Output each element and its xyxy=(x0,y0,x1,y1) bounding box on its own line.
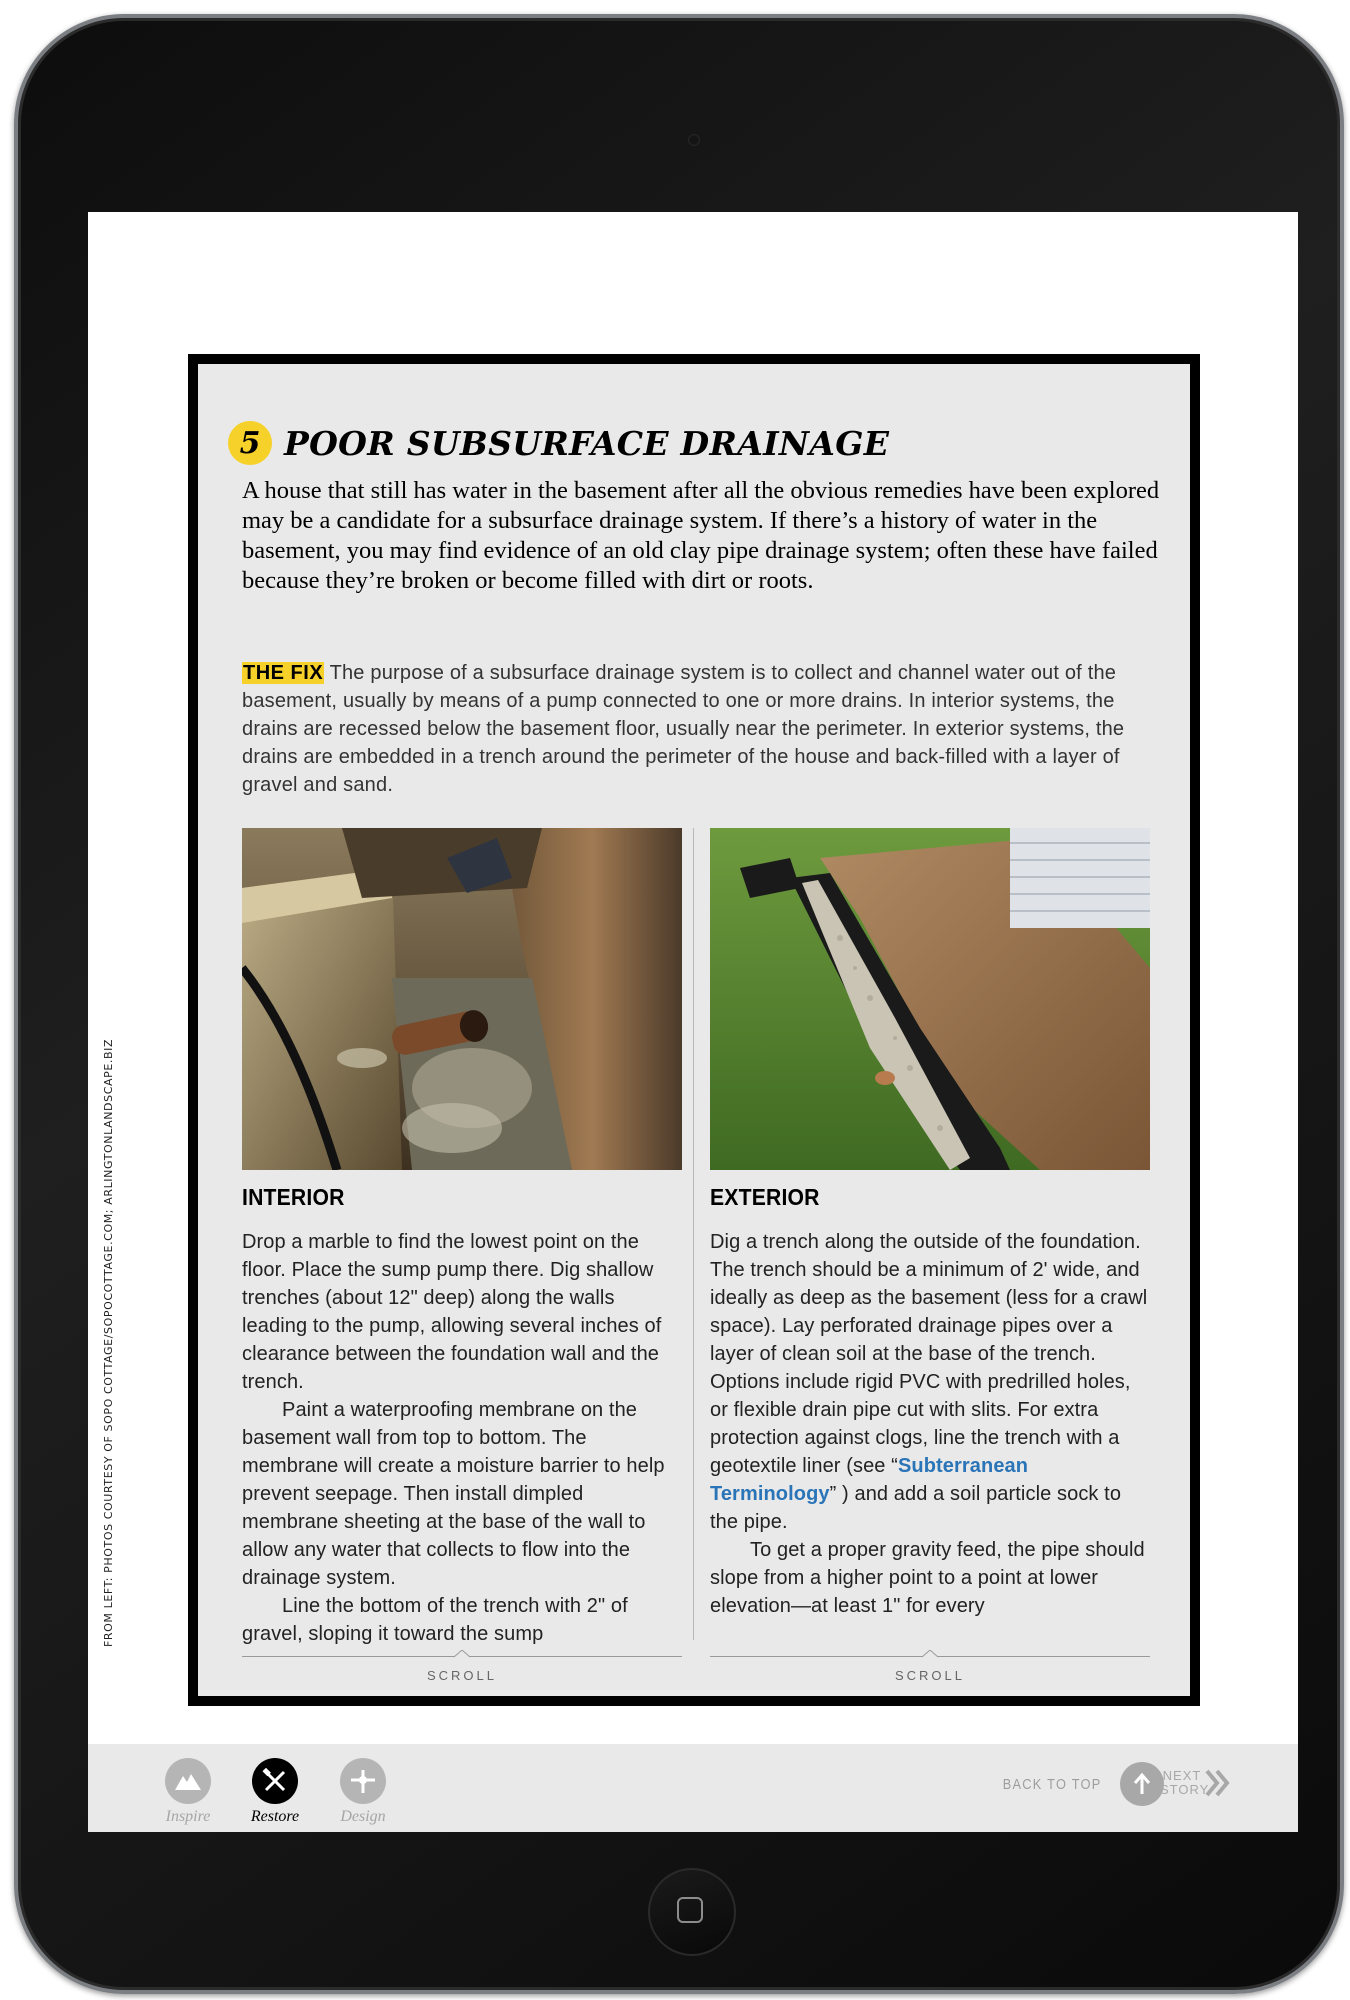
scroll-caret-icon xyxy=(454,1650,470,1666)
next-label-line2: STORY xyxy=(1160,1782,1210,1797)
bottom-toolbar xyxy=(88,1744,1298,1832)
exterior-text-end: ” ) and add a soil particle sock to the pipe. xyxy=(710,1483,1122,1533)
next-label-line1: NEXT xyxy=(1162,1768,1202,1783)
tablet-frame xyxy=(14,14,1344,1994)
nav-design-label: Design xyxy=(340,1808,386,1825)
exterior-heading: EXTERIOR xyxy=(710,1184,820,1210)
section-number-badge: 5 xyxy=(228,421,272,465)
inspire-icon xyxy=(165,1758,211,1804)
section-title: POOR SUBSURFACE DRAINAGE xyxy=(284,423,890,463)
exterior-photo xyxy=(710,828,1150,1170)
photo-credit: FROM LEFT: PHOTOS COURTESY OF SOPO COTTAGE/SOPOCOTTAGE.COM; ARLINGTONLANDSCAPE.BIZ xyxy=(102,1038,115,1647)
home-square-icon xyxy=(677,1897,703,1923)
scroll-caret-icon xyxy=(922,1650,938,1666)
interior-column[interactable] xyxy=(242,828,682,1646)
interior-text xyxy=(242,1228,682,1646)
next-story-label xyxy=(1160,1768,1210,1797)
exterior-paragraph-1 xyxy=(710,1228,1150,1536)
restore-tools-icon xyxy=(252,1758,298,1804)
nav-restore-button[interactable] xyxy=(240,1758,310,1826)
fix-text: The purpose of a subsurface drainage system is to collect and channel water out of the basement, usually by means of a pump connected to one or more drains. In interior systems, the drains are recessed below the basement floor, usually near the perimeter. In exterior systems, the drains are embedded in a trench around the perimeter of the house and back-filled with a layer of gravel and sand. xyxy=(242,662,1125,796)
exterior-text xyxy=(710,1228,1150,1646)
nav-inspire-label: Inspire xyxy=(165,1808,211,1825)
back-to-top-button[interactable] xyxy=(994,1762,1164,1806)
nav-design-button[interactable] xyxy=(328,1758,398,1826)
fix-paragraph xyxy=(242,659,1162,799)
exterior-scroll-indicator[interactable] xyxy=(710,1644,1150,1684)
interior-paragraph-3: Line the bottom of the trench with 2" of gravel, sloping it toward the sump xyxy=(242,1595,628,1645)
column-divider xyxy=(693,828,694,1640)
nav-inspire-button[interactable] xyxy=(153,1758,223,1826)
interior-paragraph-1: Drop a marble to find the lowest point on the floor. Place the sump pump there. Dig shallow trenches (about 12" deep) along the walls leading to the pump, allowing several inches of clearance between the foundation wall and the trench. xyxy=(242,1231,662,1393)
design-icon xyxy=(340,1758,386,1804)
screen xyxy=(88,212,1298,1832)
section-heading xyxy=(228,421,889,465)
interior-scroll-indicator[interactable] xyxy=(242,1644,682,1684)
double-chevron-right-icon xyxy=(1204,1768,1232,1798)
subterranean-terminology-link[interactable]: Subterranean Terminology xyxy=(710,1455,1029,1505)
interior-heading: INTERIOR xyxy=(242,1184,345,1210)
nav-restore-label: Restore xyxy=(250,1808,300,1825)
article-panel xyxy=(188,354,1200,1706)
next-story-button[interactable] xyxy=(1160,1768,1232,1798)
back-to-top-label: BACK TO TOP xyxy=(1002,1775,1102,1793)
scroll-label: SCROLL xyxy=(894,1668,966,1683)
scroll-label: SCROLL xyxy=(426,1668,498,1683)
interior-photo xyxy=(242,828,682,1170)
arrow-up-icon xyxy=(1120,1762,1164,1806)
exterior-column[interactable] xyxy=(710,828,1150,1646)
exterior-paragraph-2: To get a proper gravity feed, the pipe should slope from a higher point to a point at lower elevation—at least 1" for every xyxy=(710,1539,1145,1617)
front-camera xyxy=(688,134,700,146)
interior-paragraph-2: Paint a waterproofing membrane on the basement wall from top to bottom. The membrane will create a moisture barrier to help prevent seepage. Then install dimpled membrane sheeting at the base of the wall to allow any water that collects to flow into the drainage system. xyxy=(242,1399,665,1589)
exterior-text-start: Dig a trench along the outside of the foundation. The trench should be a minimum of 2' wide, and ideally as deep as the basement (less for a crawl space). Lay perforated drainage pipes over a layer of clean soil at the base of the trench. Options include rigid PVC with predrilled holes, or flexible drain pipe cut with slits. For extra protection against clogs, line the trench with a geotextile liner (see “ xyxy=(710,1231,1148,1477)
fix-label: THE FIX xyxy=(243,662,324,684)
intro-paragraph: A house that still has water in the basement after all the obvious remedies have been explored may be a candidate for a subsurface drainage system. If there’s a history of water in the basement, you may find evidence of an old clay pipe drainage system; often these have failed because they’re broken or become filled with dirt or roots. xyxy=(242,477,1160,594)
home-button[interactable] xyxy=(648,1868,736,1956)
